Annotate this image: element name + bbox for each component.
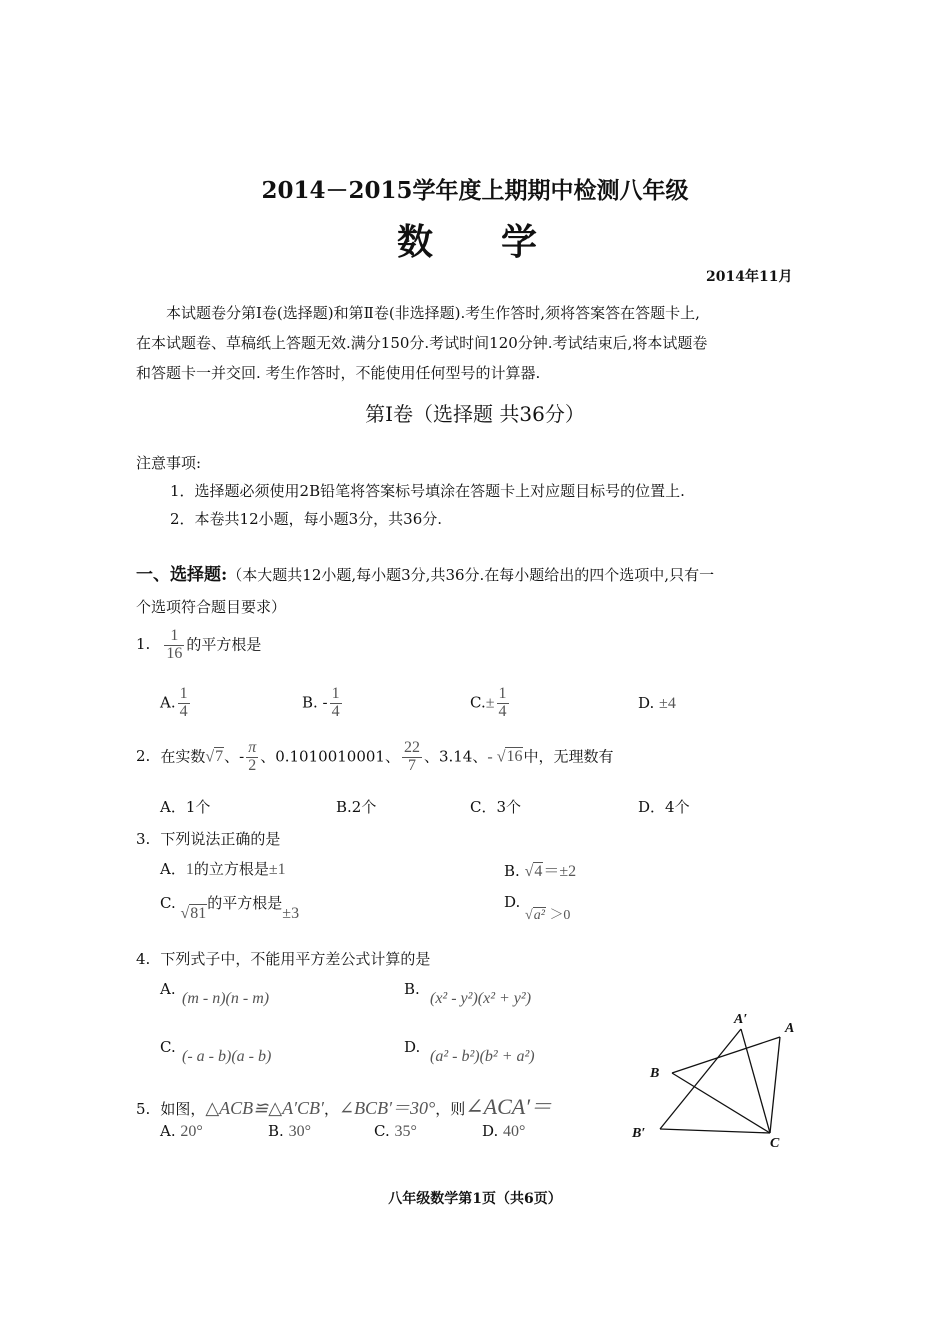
q2-22-7-fraction: $\frac{22}{7}$ [403, 739, 420, 774]
label-c: C [770, 1136, 780, 1150]
section1-header [136, 560, 714, 585]
q1-c-fraction: $\frac{1}{4}$ [498, 685, 507, 720]
q4-option-d: D. [404, 1038, 421, 1056]
q1-a-fraction: $\frac{1}{4}$ [179, 685, 188, 720]
q1-stem [136, 628, 261, 663]
notice-1: 1．选择题必须使用2B铅笔将答案标号填涂在答题卡上对应题目标号的位置上. [170, 482, 685, 500]
q4-stem: 4. 下列式子中，不能用平方差公式计算的是 [136, 950, 431, 968]
q2-neg-sqrt16: - √16 [487, 748, 523, 766]
edge-bprime-c [660, 1129, 770, 1133]
q3-option-b: B. √4＝±2 [504, 862, 577, 880]
notice-label: 注意事项: [136, 454, 202, 472]
edge-b-a [672, 1037, 780, 1073]
exam-date: 2014年11月 [706, 269, 793, 285]
q2-pi-fraction: $\frac{\pi}{2}$ [248, 739, 257, 774]
q1-option-c: C.± $\frac{1}{4}$ [470, 685, 507, 720]
intro-line-2: 在本试题卷、草稿纸上答题无效.满分150分.考试时间120分钟.考试结束后,将本试题卷 [136, 334, 708, 352]
q4-c-expr: (- a - b)(a - b) [182, 1048, 272, 1065]
q4-option-b: B. [404, 980, 420, 998]
q5-triangle-figure [620, 1005, 820, 1150]
q1-text: 的平方根是 [186, 635, 262, 654]
intro-line-1: 本试题卷分第Ⅰ卷(选择题)和第Ⅱ卷(非选择题).考生作答时,须将答案答在答题卡上, [166, 304, 700, 322]
q1-b-fraction: $\frac{1}{4}$ [331, 685, 340, 720]
q1-option-b: B. - $\frac{1}{4}$ [302, 685, 340, 720]
q4-option-c: C. [160, 1038, 176, 1056]
edge-bprime-aprime [660, 1029, 741, 1129]
q2-option-c: C．3个 [470, 798, 522, 816]
q2-option-d: D．4个 [638, 798, 690, 816]
label-b: B [650, 1066, 660, 1081]
q4-b-expr: (x² - y²)(x² + y²) [430, 990, 532, 1007]
subject-title: 数 学 [396, 221, 553, 263]
q5-option-b: B. 30° [268, 1122, 311, 1140]
exam-title: 2014－2015学年度上期期中检测八年级 [261, 177, 689, 204]
q4-option-a: A. [160, 980, 176, 998]
edge-a-c [770, 1037, 780, 1133]
q1-fraction: $\frac{1}{16}$ [166, 627, 183, 662]
q4-a-expr: (m - n)(n - m) [182, 990, 270, 1007]
section1-desc-1: （本大题共12小题,每小题3分,共36分.在每小题给出的四个选项中,只有一 [227, 566, 715, 584]
label-a-prime: A′ [734, 1012, 748, 1027]
q5-option-d: D. 40° [482, 1122, 526, 1140]
notice-2: 2．本卷共12小题，每小题3分，共36分. [170, 510, 443, 528]
q1-option-d: D. ±4 [638, 694, 676, 712]
q2-option-b: B.2个 [336, 798, 377, 816]
page-footer: 八年级数学第1页（共6页） [388, 1191, 562, 1207]
label-b-prime: B′ [632, 1126, 646, 1141]
q5-option-a: A. 20° [160, 1122, 203, 1140]
q5-option-c: C. 35° [374, 1122, 417, 1140]
q3-stem: 3. 下列说法正确的是 [136, 830, 281, 848]
q5-stem: 5. 如图，△ACB≌△A′CB′，∠BCB′＝30°，则∠ACA′＝ [136, 1094, 553, 1119]
part1-title: 第Ⅰ卷（选择题 共36分） [365, 402, 585, 426]
section1-label: 一、选择题: [136, 565, 228, 585]
label-a: A [785, 1021, 795, 1036]
q1-number: 1. [136, 635, 151, 654]
q3-option-a: A．1的立方根是±1 [160, 860, 286, 878]
q3-option-c: C. √81的平方根是±3 [160, 894, 300, 922]
q1-option-a: A. $\frac{1}{4}$ [160, 685, 188, 720]
section1-desc-2: 个选项符合题目要求） [136, 598, 287, 616]
intro-line-3: 和答题卡一并交回. 考生作答时，不能使用任何型号的计算器. [136, 364, 541, 382]
q2-option-a: A．1个 [160, 798, 211, 816]
q2-sqrt7: √7 [205, 748, 224, 766]
q3-option-d: D. √a² ＞0 [504, 893, 571, 923]
q4-d-expr: (a² - b²)(b² + a²) [430, 1048, 535, 1065]
q2-stem: 2. 在实数√7、- $\frac{\pi}{2}$ 、0.1010010001、 $\frac{22}{7}$ 、3.14、- √16中，无理数有 [136, 739, 614, 774]
